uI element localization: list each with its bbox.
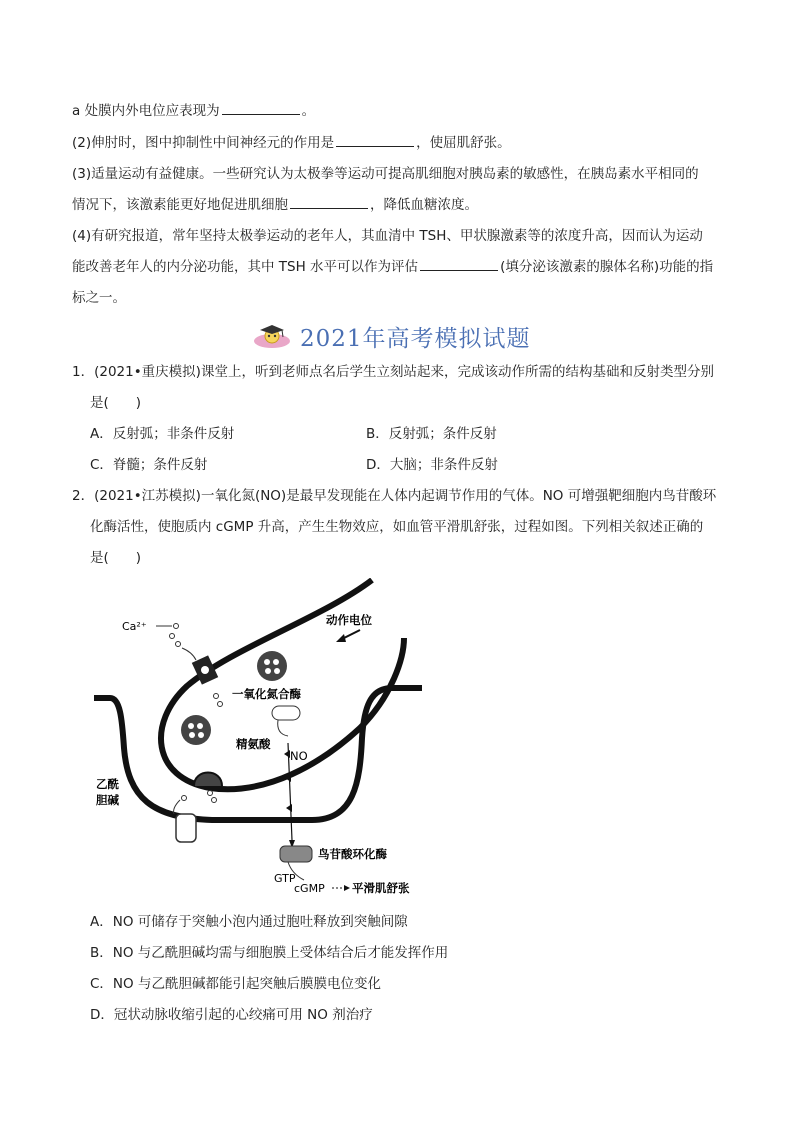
intro-text: 情况下，该激素能更好地促进肌细胞 [72, 197, 288, 213]
period: 。 [301, 103, 316, 119]
answer-blank [420, 258, 498, 271]
q2-option-a: A．NO 可储存于突触小泡内通过胞吐释放到突触间隙 [90, 914, 408, 930]
ach-label-1: 乙酰 [96, 777, 119, 791]
synapse-diagram [92, 578, 422, 896]
action-potential-label: 动作电位 [326, 613, 372, 627]
postsynaptic-membrane [94, 688, 422, 820]
exocytosis-vesicle [194, 773, 222, 787]
q2-stem-line-2: 化酶活性，使胞质内 cGMP 升高，产生生物效应，如血管平滑肌舒张，过程如图。下列相关叙述正确的 [90, 519, 704, 535]
gtp-label: GTP [274, 872, 296, 885]
ca-label: Ca²⁺ [122, 620, 147, 633]
intro-text: (3)适量运动有益健康。一些研究认为太极拳等运动可提高肌细胞对胰岛素的敏感性，在胰岛素水平相同的 [72, 166, 699, 182]
nos-enzyme [272, 706, 300, 720]
synaptic-vesicle [257, 651, 287, 681]
q2-stem-line-1: 2．(2021•江苏模拟)一氧化氮(NO)是最早发现能在人体内起调节作用的气体。NO 可增强靶细胞内鸟苷酸环 [72, 488, 717, 504]
intro-text: (4)有研究报道，常年坚持太极拳运动的老年人，其血清中 TSH、甲状腺激素等的浓度升高，因而认为运动 [72, 228, 703, 244]
ach-label-2: 胆碱 [96, 793, 119, 807]
arginine-label: 精氨酸 [236, 737, 271, 751]
intro-text: 能改善老年人的内分泌功能，其中 TSH 水平可以作为评估 [72, 259, 419, 275]
no-label: NO [290, 749, 308, 763]
nos-label: 一氧化氮合酶 [232, 687, 301, 701]
q1-option-b: B．反射弧；条件反射 [366, 426, 497, 442]
intro-line-7 [72, 289, 126, 307]
intro-text: 标之一。 [72, 290, 126, 306]
intro-line-3 [72, 165, 699, 183]
gc-label: 鸟苷酸环化酶 [318, 847, 387, 861]
intro-text: ，降低血糖浓度。 [370, 197, 478, 213]
q1-stem-line-2: 是( ) [90, 395, 142, 411]
q2-option-c: C．NO 与乙酰胆碱都能引起突触后膜膜电位变化 [90, 976, 381, 992]
intro-line-2 [72, 134, 511, 152]
q1-option-c: C．脊髓；条件反射 [90, 457, 208, 473]
answer-blank [336, 134, 414, 147]
section-title [250, 318, 531, 354]
intro-text: (2)伸肘时，图中抑制性中间神经元的作用是 [72, 135, 335, 151]
intro-text: ，使屈肌舒张。 [416, 135, 511, 151]
guanylate-cyclase [280, 846, 312, 862]
q2-option-d: D．冠状动脉收缩引起的心绞痛可用 NO 剂治疗 [90, 1007, 373, 1023]
intro-line-5 [72, 227, 703, 245]
cgmp-label: cGMP [294, 882, 325, 895]
q2-option-b: B．NO 与乙酰胆碱均需与细胞膜上受体结合后才能发挥作用 [90, 945, 449, 961]
intro-text: (填分泌该激素的腺体名称)功能的指 [500, 259, 714, 275]
answer-blank [222, 102, 300, 115]
q1-option-d: D．大脑；非条件反射 [366, 457, 498, 473]
intro-line-1 [72, 102, 315, 120]
synaptic-vesicle [181, 715, 211, 745]
answer-blank [290, 196, 368, 209]
intro-text: a 处膜内外电位应表现为 [72, 103, 220, 119]
q2-stem-line-3: 是( ) [90, 550, 142, 566]
graduate-cap-icon [250, 321, 294, 351]
presynaptic-membrane [161, 580, 404, 789]
q1-stem-line-1: 1．(2021•重庆模拟)课堂上，听到老师点名后学生立刻站起来，完成该动作所需的结构基础和反射类型分别 [72, 364, 714, 380]
intro-line-6 [72, 258, 713, 276]
q1-option-a: A．反射弧；非条件反射 [90, 426, 235, 442]
relax-label: 平滑肌舒张 [352, 881, 410, 895]
ach-receptor [176, 814, 196, 842]
section-title-text: 2021年高考模拟试题 [300, 325, 531, 352]
intro-line-4 [72, 196, 478, 214]
